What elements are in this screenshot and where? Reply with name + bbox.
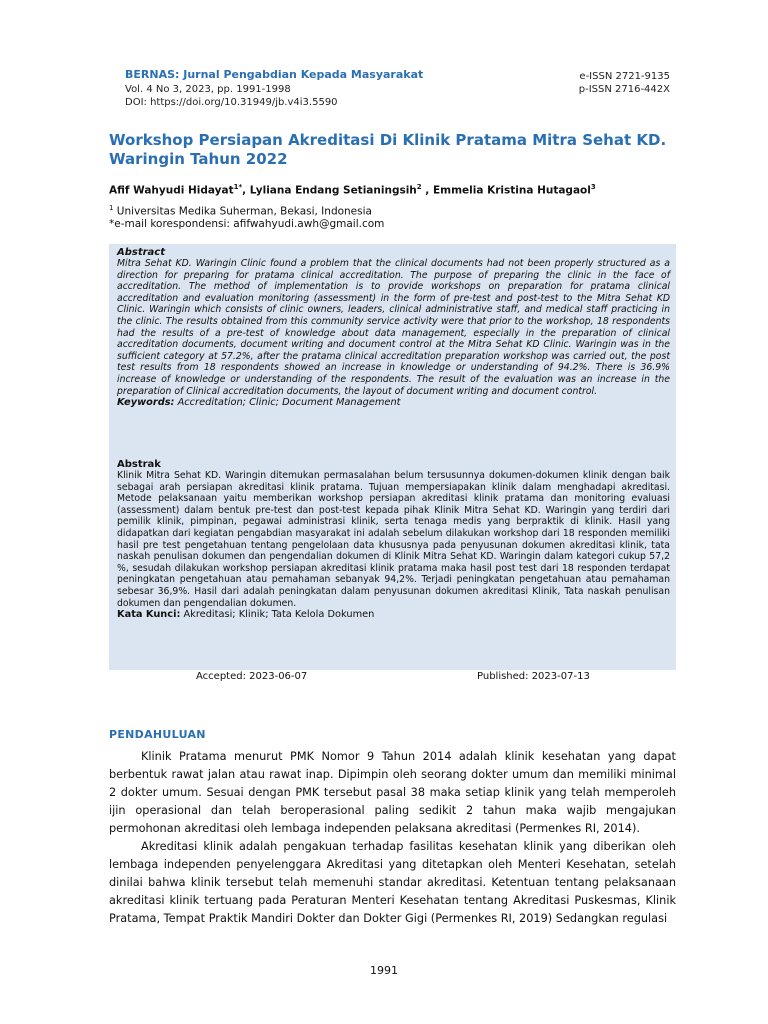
- doi-link[interactable]: DOI: https://doi.org/10.31949/jb.v4i3.5590: [125, 97, 338, 108]
- keywords-id-text: Akreditasi; Klinik; Tata Kelola Dokumen: [180, 609, 375, 621]
- journal-name: BERNAS: Jurnal Pengabdian Kepada Masyarakat: [125, 68, 424, 81]
- author-3: , Emmelia Kristina Hutagaol: [421, 184, 591, 197]
- abstract-en-text: Mitra Sehat KD. Waringin Clinic found a problem that the clinical documents had not been properly structured as a direction for preparing for pratama clinical accreditation. The purpose of preparing the clinic in the face of accreditation. The method of implementation is to provide workshops on preparation for pratama clinical accreditation and evaluation monitoring (assessment) in the form of pre-test and post-test to the Mitra Sehat KD Clinic. Waringin which consists of clinic owners, leaders, clinical administrative staff, and medical staff practicing in the clinic. The results obtained from this community service activity were that prior to the workshop, 18 respondents had the results of a pre-test of knowledge about data management, especially in the preparation of clinical accreditation documents, document writing and document control at the Mitra Sehat KD Clinic. Waringin was in the sufficient category at 57.2%, after the pratama clinical accreditation preparation workshop was carried out, the post test results from 18 respondents showed an increase in knowledge or understanding of 94.2%. There is 36.9% increase of knowledge or understanding of the respondents. The result of the evaluation was an increase in the preparation of Clinical accreditation documents, the layout of document writing and document control.: [117, 258, 670, 397]
- author-3-sup: 3: [590, 183, 596, 191]
- pissn: p-ISSN 2716-442X: [578, 84, 670, 95]
- affiliation-text: Universitas Medika Suherman, Bekasi, Indonesia: [113, 205, 372, 218]
- keywords-en-text: Accreditation; Clinic; Document Management: [174, 397, 401, 409]
- author-1-sup: 1*: [233, 183, 243, 191]
- abstract-en: [117, 247, 670, 408]
- author-2-sup: 2: [416, 183, 422, 191]
- abstract-id-text: Klinik Mitra Sehat KD. Waringin ditemukan permasalahan belum tersusunnya dokumen-dokumen klinik dengan baik sebagai arah persiapan akreditasi klinik pratama. Tujuan mempersiapakan klinik dalam menghadapi akreditasi. Metode pelaksanaan yaitu memberikan workshop persiapan akreditasi klinik pratama dan monitoring evaluasi (assessment) dalam bentuk pre-test dan post-test kepada pihak Klinik Mitra Sehat KD. Waringin yang terdiri dari pemilik klinik, pimpinan, pegawai administrasi klinik, serta tenaga medis yang berpraktik di klinik. Hasil yang didapatkan dari kegiatan pengabdian masyarakat ini adalah sebelum dilakukan workshop dari 18 responden memiliki hasil pre test pengetahuan tentang pengelolaan data khususnya pada penyusunan dokumen akreditasi klinik, tata naskah penulisan dokumen dan pengendalian dokumen di Klinik Mitra Sehat KD. Waringin dalam kategori cukup 57,2 %, sesudah dilakukan workshop persiapan akreditasi klinik pratama maka hasil post test dari 18 responden terdapat peningkatan pengetahuan atau pemahaman sebanyak 94,2%. Terjadi peningkatan pengetahuan atau pemahaman sebesar 36,9%. Hasil dari adalah peningkatan dalam penyusunan dokumen akreditasi Klinik, Tata naskah penulisan dokumen dan pengendalian dokumen.: [117, 470, 670, 609]
- corresponding-email[interactable]: *e-mail korespondensi: afifwahyudi.awh@gmail.com: [109, 218, 385, 230]
- paragraph: Akreditasi klinik adalah pengakuan terhadap fasilitas kesehatan klinik yang diberikan oleh lembaga independen penyelenggara Akreditasi yang ditetapkan oleh Menteri Kesehatan, setelah dinilai bahwa klinik tersebut telah memenuhi standar akreditasi. Ketentuan tentang pelaksanaan akreditasi klinik tertuang pada Peraturan Menteri Kesehatan tentang Akreditasi Puskesmas, Klinik Pratama, Tempat Praktik Mandiri Dokter dan Dokter Gigi (Permenkes RI, 2019) Sedangkan regulasi: [109, 840, 676, 925]
- body-text: [109, 748, 676, 928]
- keywords-en: [117, 397, 670, 408]
- article-title: Workshop Persiapan Akreditasi Di Klinik Pratama Mitra Sehat KD. Waringin Tahun 2022: [109, 131, 667, 168]
- page-number: 1991: [370, 964, 398, 977]
- author-2: , Lyliana Endang Setianingsih: [242, 184, 417, 197]
- paragraph: Klinik Pratama menurut PMK Nomor 9 Tahun 2014 adalah klinik kesehatan yang dapat berbentuk rawat jalan atau rawat inap. Dipimpin oleh seorang dokter umum dan memiliki minimal 2 dokter umum. Sesuai dengan PMK tersebut pasal 38 maka setiap klinik yang telah memperoleh ijin operasional dan telah beroperasional paling sedikit 2 tahun maka wajib mengajukan permohonan akreditasi oleh lembaga independen pelaksana akreditasi (Permenkes RI, 2014).: [109, 750, 676, 835]
- author-list: [109, 183, 596, 197]
- volume-info: Vol. 4 No 3, 2023, pp. 1991-1998: [125, 84, 291, 95]
- keywords-id-label: Kata Kunci:: [117, 609, 181, 621]
- abstract-box: [109, 244, 676, 670]
- abstract-id: [117, 459, 670, 620]
- author-1: Afif Wahyudi Hidayat: [109, 184, 234, 197]
- abstract-en-heading: Abstract: [117, 247, 166, 258]
- published-date: Published: 2023-07-13: [477, 671, 590, 682]
- accepted-date: Accepted: 2023-06-07: [196, 671, 308, 682]
- abstract-id-heading: Abstrak: [117, 459, 161, 470]
- affiliation-sup: 1: [109, 204, 114, 212]
- eissn: e-ISSN 2721-9135: [579, 71, 670, 82]
- keywords-id: [117, 609, 670, 620]
- section-heading: PENDAHULUAN: [109, 728, 206, 741]
- keywords-en-label: Keywords:: [117, 397, 175, 409]
- affiliation: [109, 204, 372, 218]
